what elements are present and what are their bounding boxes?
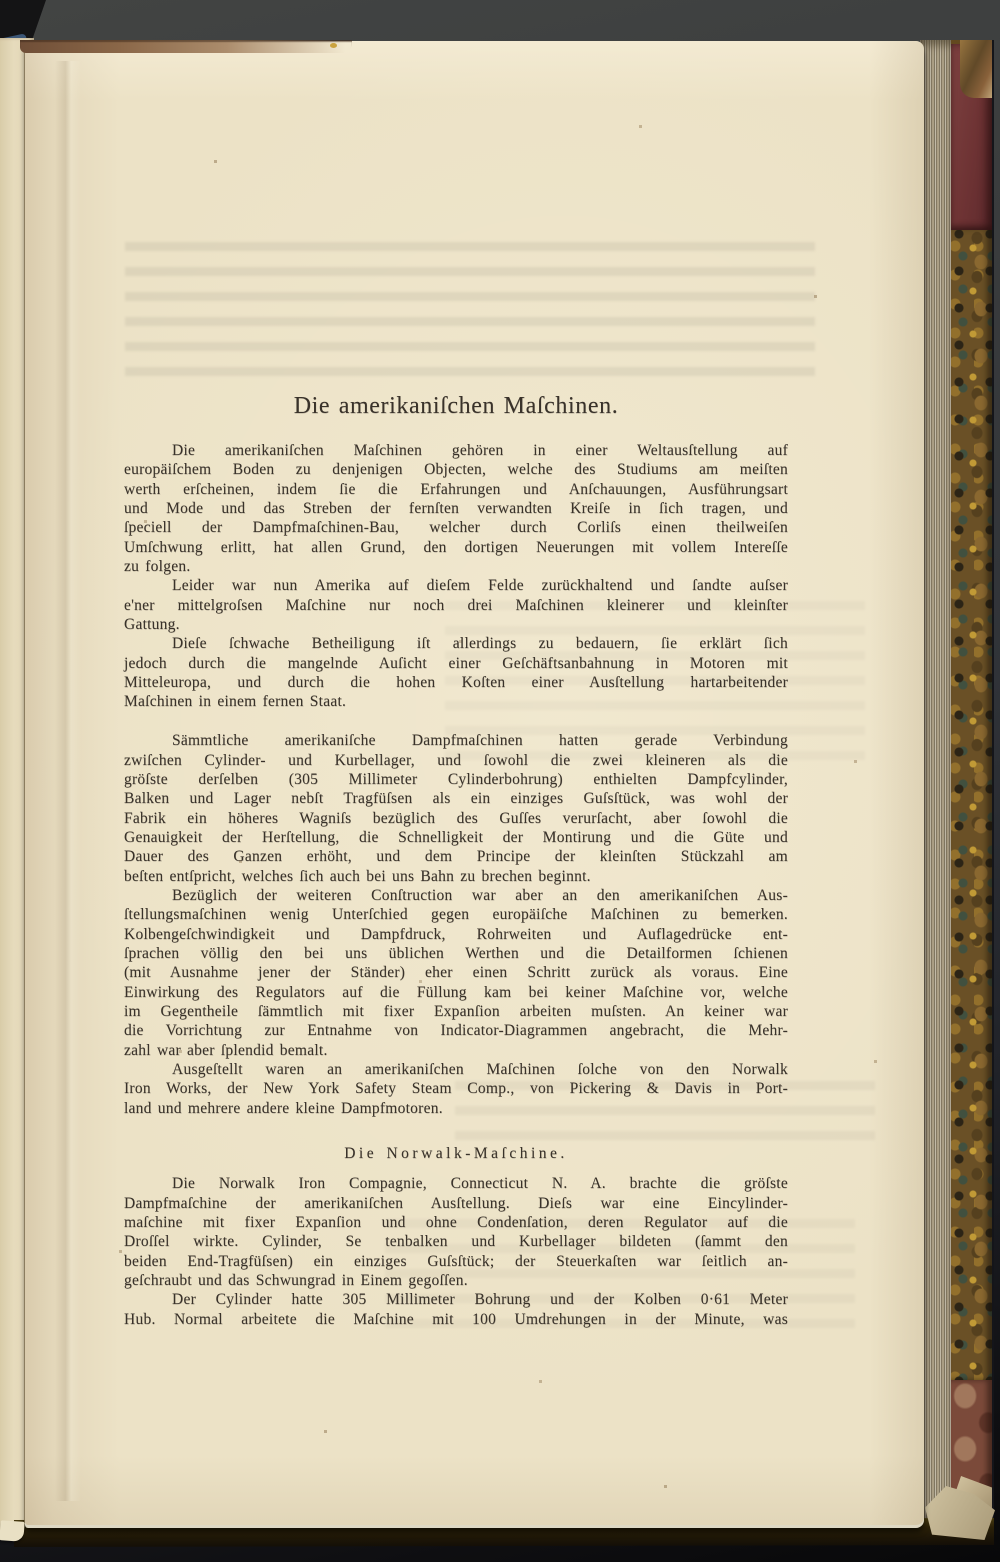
page-top-edge-stain — [20, 40, 352, 53]
text-line: Umſchwung erlitt, hat allen Grund, den dortigen Neuerungen mit vollem Intereſſe — [124, 538, 788, 556]
text-line: europäiſchem Boden zu denjenigen Objecten, welche des Studiums am meiſten — [124, 461, 788, 479]
page-title: Die amerikaniſchen Maſchinen. — [293, 393, 619, 419]
text-line: ſpeciell der Dampfmaſchinen-Bau, welcher durch Corliſs einen theilweiſen — [124, 519, 788, 537]
book-page — [25, 41, 924, 1525]
text-line: zwiſchen Cylinder- und Kurbellager, und ſowohl die zwei kleineren als die — [124, 751, 788, 769]
section-heading: Die Norwalk-Maſchine. — [344, 1145, 568, 1163]
text-line: geſchraubt und das Schwungrad in Einem gegoſſen. — [124, 1272, 468, 1290]
text-line: Fabrik ein höheres Wagniſs bezüglich des Guſſes verurſacht, aber ſowohl die — [124, 809, 788, 827]
text-line: und Mode und das Streben der fernſten verwandten Kreiſe in ſich tragen, und — [124, 500, 788, 518]
paragraph — [124, 576, 788, 634]
text-line: maſchine mit fixer Expanſion und ohne Condenſation, deren Regulator auf die — [124, 1214, 788, 1232]
gutter-crease — [55, 61, 81, 1501]
gold-fleck — [330, 43, 337, 48]
text-line: gröſste derſelben (305 Millimeter Cylinderbohrung) enthielten Dampfcylinder, — [124, 770, 788, 788]
text-line: Sämmtliche amerikaniſche Dampfmaſchinen hatten gerade Verbindung — [172, 732, 788, 750]
text-line: Dampfmaſchine der amerikaniſchen Ausſtellung. Dieſs war eine Eincylinder- — [124, 1194, 788, 1212]
text-block — [124, 393, 788, 1329]
text-line: beſten entſpricht, welches ſich auch bei uns Bahn zu brechen beginnt. — [124, 867, 591, 885]
text-line: jedoch durch die mangelnde Auſicht einer Geſchäftsanbahnung in Motoren mit — [124, 654, 788, 672]
text-line: Kolbengeſchwindigkeit und Dampfdruck, Rohrweiten und Auflagedrücke ent- — [124, 925, 788, 943]
text-line: ſtellungsmaſchinen wenig Unterſchied gegen europäiſche Maſchinen zu bemerken. — [124, 906, 788, 924]
cover-top-scuff — [960, 40, 992, 98]
text-line: Maſchinen in einem fernen Staat. — [124, 693, 347, 711]
marbled-cover-paper — [951, 228, 992, 1380]
text-line: werth erſcheinen, indem ſie die Erfahrungen und Anſchauungen, Ausführungsart — [124, 480, 788, 498]
paragraph — [124, 731, 788, 886]
text-line: beiden End-Tragfüſsen) ein einziges Guſsſtück; der Steuerkaſten war ſeitlich an- — [124, 1252, 788, 1270]
text-line: Der Cylinder hatte 305 Millimeter Bohrung und der Kolben 0·61 Meter — [172, 1291, 788, 1309]
show-through-ghost-text — [125, 242, 815, 382]
text-line: land und mehrere andere kleine Dampfmotoren. — [124, 1099, 443, 1117]
text-line: Leider war nun Amerika auf dieſem Felde zurückhaltend und ſandte auſser — [172, 577, 788, 595]
text-line: die Vorrichtung zur Entnahme von Indicator-Diagrammen angebracht, die Mehr- — [124, 1022, 788, 1040]
book-cover-edge — [951, 40, 994, 1540]
text-line: Dieſe ſchwache Betheiligung iſt allerdings zu bedauern, ſie erklärt ſich — [172, 635, 788, 653]
text-line: e'ner mittelgroſsen Maſchine nur noch drei Maſchinen kleinerer und kleinſter — [124, 596, 788, 614]
paragraph — [124, 441, 788, 576]
text-line: Die Norwalk Iron Compagnie, Connecticut N. A. brachte die gröſste — [172, 1175, 788, 1193]
text-line: ſprachen völlig den bei uns üblichen Werthen und die Detailformen ſchienen — [124, 944, 788, 962]
text-line: Bezüglich der weiteren Conſtruction war aber an den amerikaniſchen Aus- — [172, 886, 788, 904]
text-line: (mit Ausnahme jener der Ständer) eher einen Schritt zurück als voraus. Eine — [124, 964, 788, 982]
text-line: Hub. Normal arbeitete die Maſchine mit 100 Umdrehungen in der Minute, was — [124, 1310, 788, 1328]
paragraph — [124, 1174, 788, 1290]
text-line: Balken und Lager nebſt Tragfüſsen als ein einziges Guſsſtück, was wohl der — [124, 790, 788, 808]
paper-foxing-speckles — [25, 41, 26, 42]
text-line: im Gegentheile ſämmtlich mit fixer Expanſion arbeiten muſsten. An keiner war — [124, 1002, 788, 1020]
text-line: Genauigkeit der Herſtellung, die Schnelligkeit der Montirung und die Güte und — [124, 828, 788, 846]
text-line: Die amerikaniſchen Maſchinen gehören in einer Weltausſtellung auf — [172, 442, 788, 459]
paragraph — [124, 634, 788, 711]
text-line: Iron Works, der New York Safety Steam Comp., von Pickering & Davis in Port- — [124, 1080, 788, 1098]
text-line: Droſſel wirkte. Cylinder, Se tenbalken und Kurbellager bildeten (ſammt den — [124, 1233, 788, 1251]
text-line: zu folgen. — [124, 558, 191, 576]
text-line: Mitteleuropa, und durch die hohen Koſten einer Ausſtellung hartarbeitender — [124, 674, 788, 692]
text-line: Dauer des Ganzen erhöht, und dem Principe der kleinſten Stückzahl am — [124, 848, 788, 866]
text-line: Einwirkung des Regulators auf die Füllung kam bei keiner Maſchine vor, welche — [124, 983, 788, 1001]
text-line: zahl war aber ſplendid bemalt. — [124, 1041, 328, 1059]
paragraph — [124, 1060, 788, 1118]
text-line: Gattung. — [124, 616, 180, 634]
text-line: Ausgeſtellt waren an amerikaniſchen Maſchinen ſolche von den Norwalk — [172, 1061, 788, 1078]
paragraph — [124, 886, 788, 1060]
paragraph — [124, 1290, 788, 1329]
